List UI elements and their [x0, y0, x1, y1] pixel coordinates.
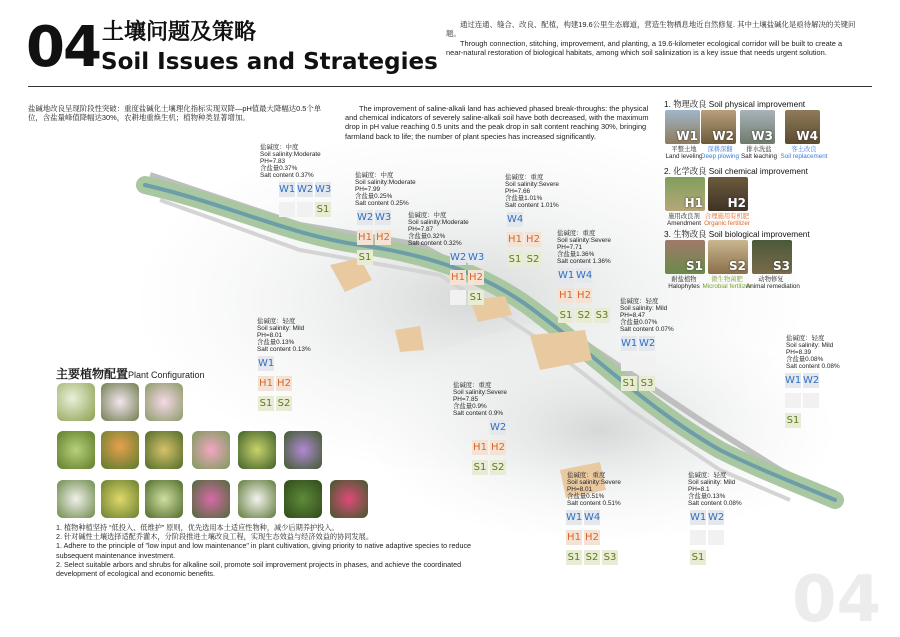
site-label-line: 盐碱度：重度: [505, 174, 544, 181]
method-badge-row: [558, 288, 592, 303]
method-badge-h1: H1: [451, 272, 465, 283]
method-badge-w1: W1: [258, 358, 275, 369]
method-caption: [779, 146, 829, 160]
method-badge-empty: [621, 356, 637, 371]
method-badge-w2: W2: [708, 512, 725, 523]
site-label-line: PH=8.1: [688, 486, 710, 494]
method-photo-s2: [708, 240, 748, 274]
site-label: [567, 472, 621, 507]
method-caption-en: Halophytes: [668, 283, 700, 291]
method-badge-h2: H2: [491, 442, 505, 453]
method-caption-en: Salt leaching: [740, 153, 778, 161]
method-caption-cn: 排水洗盐: [746, 146, 772, 153]
method-badge-h2: H2: [577, 290, 591, 301]
method-caption-en: Animal remediation: [746, 283, 800, 291]
method-caption-en: Amendment: [667, 220, 701, 228]
method-badge-row: [558, 308, 610, 323]
intro-cn: 通过连通、缝合、改良、配植，构建19.6公里生态廊道，营造生物栖息地近自然修复. 其中土壤盐碱化是亟待解决的关键问题。: [446, 20, 856, 39]
plant-photo: [238, 480, 276, 518]
method-badge-empty: [472, 420, 488, 435]
site-label: [688, 472, 742, 507]
method-badge-empty: [639, 356, 655, 371]
site-label-line: Soil salinity:Moderate: [355, 179, 416, 187]
method-caption-en: Organic fertilizer: [704, 220, 750, 228]
method-badge-row: [566, 530, 600, 545]
method-photo-h2: [708, 177, 748, 211]
method-badge-empty: [785, 393, 801, 408]
method-badge-row: [507, 232, 541, 247]
plant-photo: [238, 431, 276, 469]
method-caption-cn: 深耕深翻: [707, 146, 733, 153]
method-badge-empty: [803, 393, 819, 408]
plant-config-title-en: Plant Configuration: [128, 370, 205, 380]
site-label-line: Soil salinity: Mild: [257, 325, 305, 333]
plant-photo: [284, 431, 322, 469]
site-label-line: 含盐量0.25%: [355, 193, 393, 201]
method-caption-cn: 施用改良剂: [668, 213, 700, 220]
plant-photo: [145, 480, 183, 518]
plant-photo: [57, 383, 95, 421]
method-badge-row: [566, 510, 600, 525]
method-photo-s1: [665, 240, 705, 274]
method-badge-s1: S1: [622, 378, 636, 389]
method-caption-cn: 平整土地: [671, 146, 697, 153]
plant-photo: [284, 480, 322, 518]
site-label-line: 盐碱度：重度: [453, 382, 492, 389]
site-label: [453, 382, 507, 417]
chemical-heading-cn: 2. 化学改良: [664, 166, 707, 176]
chemical-heading-en: Soil chemical improvement: [708, 166, 808, 176]
method-badge-h2: H2: [376, 232, 390, 243]
method-caption: [702, 276, 752, 290]
site-label-line: 盐碱度：重度: [567, 472, 606, 479]
site-label-line: Salt content 1.01%: [505, 202, 559, 210]
site-label-line: Soil salinity: Mild: [786, 342, 834, 350]
method-photo-tag: W3: [751, 129, 773, 143]
note-cn-2: 2. 针对碱性土壤选择适配乔灌木，分阶段推进土壤改良工程，实现生态效益与经济效益的协同发展。: [56, 532, 374, 542]
site-label-line: PH=8.01: [257, 332, 283, 340]
site-label: [257, 318, 311, 353]
planting-notes: [56, 523, 476, 578]
method-badge-w2: W2: [357, 212, 374, 223]
method-badge-h1: H1: [559, 290, 573, 301]
method-badge-row: [621, 336, 655, 351]
site-label-line: Soil salinity:Severe: [505, 181, 559, 189]
intro-en: Through connection, stitching, improvement, and planting, a 19.6-kilometer ecological corridor will be built to create a near-natural restoration of biological habitats, among which soil salinization is a key issue that needs urgent solution.: [446, 38, 843, 57]
method-badge-row: [357, 230, 391, 245]
plant-photo: [57, 480, 95, 518]
method-badge-w4: W4: [507, 214, 524, 225]
method-badge-row: [279, 202, 331, 217]
plant-photo: [101, 431, 139, 469]
section-number: 04: [26, 15, 100, 80]
site-label-line: Soil salinity: Mild: [620, 305, 668, 313]
method-badge-row: [621, 376, 655, 391]
site-label-line: PH=7.99: [355, 186, 381, 194]
method-badge-h1: H1: [508, 234, 522, 245]
physical-heading-cn: 1. 物理改良: [664, 99, 707, 109]
plant-config-title-cn: 主要植物配置: [56, 367, 129, 381]
plant-photo: [57, 431, 95, 469]
method-badge-s1: S1: [559, 310, 573, 321]
method-badge-w1: W1: [690, 512, 707, 523]
method-photo-tag: S2: [729, 259, 746, 273]
method-badge-h2: H2: [526, 234, 540, 245]
method-badge-s3: S3: [640, 378, 654, 389]
site-label-line: 含盐量1.01%: [505, 195, 543, 203]
method-caption: [734, 146, 784, 160]
plant-photo: [145, 431, 183, 469]
method-badge-s2: S2: [526, 254, 540, 265]
site-label-line: Salt content 0.13%: [257, 346, 311, 354]
site-label-line: 盐碱度：中度: [260, 144, 299, 151]
method-photo-w3: [740, 110, 775, 144]
site-label-line: Soil salinity: Mild: [688, 479, 736, 487]
site-label-line: PH=7.66: [505, 188, 531, 196]
method-badge-row: [785, 393, 819, 408]
method-badge-row: [258, 396, 292, 411]
method-badge-h2: H2: [277, 378, 291, 389]
note-cn-1: 1. 植物种植坚持 “低投入、低维护” 原则，优先选用本土适应性物种，减少后期养护投入。: [56, 523, 339, 532]
method-badge-w1: W1: [785, 375, 802, 386]
method-badge-w1: W1: [558, 270, 575, 281]
method-caption-en: Deep plowing: [700, 153, 740, 161]
method-badge-row: [258, 356, 274, 371]
method-badge-s1: S1: [358, 252, 372, 263]
method-badge-row: [785, 373, 819, 388]
site-label-line: Salt content 1.36%: [557, 258, 611, 266]
site-label-line: PH=7.71: [557, 244, 583, 252]
summary-en: The improvement of saline-alkali land has achieved phased break-throughs: the physical and chemical indicators of severely saline-alkali soil have both decreased, with the maximum drop in pH value reaching 0.5 units and the peak drop in salt content reaching 30%, bringing farmland back to life; the number of plant species has increased significantly.: [345, 104, 649, 141]
site-label-line: 盐碱度：中度: [355, 172, 394, 179]
method-badge-row: [785, 413, 801, 428]
method-badge-empty: [297, 202, 313, 217]
site-label-line: PH=7.85: [453, 396, 479, 404]
site-label-line: Salt content 0.9%: [453, 410, 504, 418]
site-label-line: 含盐量0.13%: [688, 493, 726, 501]
method-badge-w2: W2: [450, 252, 467, 263]
method-caption-cn: 客土改良: [791, 146, 817, 153]
site-label-line: Salt content 0.32%: [408, 240, 462, 248]
summary-cn: 盐碱地改良呈现阶段性突破：重度盐碱化土壤理化指标实现双降—pH值最大降幅达0.5个单位，含盐量峰值降幅达30%，农耕地重焕生机；植物种类显著增加。: [28, 104, 322, 123]
method-caption-cn: 微生物菌肥: [711, 276, 743, 283]
method-badge-h1: H1: [259, 378, 273, 389]
method-photo-tag: S3: [773, 259, 790, 273]
watermark-number: 04: [792, 563, 882, 637]
site-label-line: 盐碱度：轻度: [786, 335, 825, 342]
site-label: [557, 230, 611, 265]
method-badge-row: [450, 290, 484, 305]
method-photo-w2: [701, 110, 736, 144]
method-badge-w2: W2: [490, 422, 507, 433]
plant-photo: [330, 480, 368, 518]
method-badge-w1: W1: [279, 184, 296, 195]
site-label-line: PH=8.39: [786, 349, 812, 357]
method-badge-s1: S1: [316, 204, 330, 215]
method-badge-row: [450, 270, 484, 285]
method-badge-row: [472, 460, 506, 475]
method-photo-s3: [752, 240, 792, 274]
method-badge-row: [357, 210, 391, 225]
plant-photo: [192, 431, 230, 469]
site-label-line: 含盐量0.32%: [408, 233, 446, 241]
physical-heading: [664, 98, 805, 110]
site-label-line: 盐碱度：轻度: [257, 318, 296, 325]
title-en: Soil Issues and Strategies: [101, 49, 438, 75]
plant-photo: [192, 480, 230, 518]
method-badge-s1: S1: [473, 462, 487, 473]
note-en-2: 2. Select suitable arbors and shrubs for alkaline soil, promote soil improvement projects in phases, and achieve the coordinated development of ecological and economic benefits.: [56, 559, 462, 579]
site-label: [355, 172, 416, 207]
method-badge-s2: S2: [277, 398, 291, 409]
site-label: [260, 144, 321, 179]
site-label-line: 盐碱度：中度: [408, 212, 447, 219]
site-label-line: PH=7.87: [408, 226, 434, 234]
method-badge-w2: W2: [297, 184, 314, 195]
method-photo-w1: [665, 110, 700, 144]
site-label-line: 含盐量0.07%: [620, 319, 658, 327]
method-badge-w3: W3: [375, 212, 392, 223]
site-label-line: 盐碱度：重度: [557, 230, 596, 237]
method-badge-w1: W1: [566, 512, 583, 523]
method-badge-w1: W1: [621, 338, 638, 349]
method-badge-row: [558, 268, 592, 283]
site-label: [505, 174, 559, 209]
method-photo-tag: H2: [727, 196, 746, 210]
method-badge-s2: S2: [585, 552, 599, 563]
site-label-line: Salt content 0.51%: [567, 500, 621, 508]
site-label-line: 盐碱度：轻度: [620, 298, 659, 305]
method-badge-s1: S1: [567, 552, 581, 563]
method-badge-row: [690, 530, 724, 545]
method-badge-s3: S3: [595, 310, 609, 321]
method-caption-cn: 耐盐植物: [671, 276, 697, 283]
method-caption-en: Land leveling: [665, 153, 703, 161]
method-badge-row: [507, 252, 541, 267]
site-label: [408, 212, 469, 247]
method-caption-en: Soil replacement: [780, 153, 828, 161]
method-badge-h2: H2: [585, 532, 599, 543]
method-badge-s1: S1: [691, 552, 705, 563]
note-en-1: 1. Adhere to the principle of "low input and low maintenance" in plant cultivation, giving priority to native adaptive species to reduce subsequent maintenance investment.: [56, 541, 472, 560]
method-badge-s1: S1: [786, 415, 800, 426]
physical-heading-en: Soil physical improvement: [708, 99, 806, 109]
method-photo-tag: S1: [686, 259, 703, 273]
chemical-heading: [664, 165, 808, 177]
method-badge-h1: H1: [358, 232, 372, 243]
method-badge-s2: S2: [577, 310, 591, 321]
site-label-line: PH=8.01: [567, 486, 593, 494]
site-label-line: Soil salinity:Severe: [453, 389, 507, 397]
method-photo-tag: W1: [676, 129, 698, 143]
plant-config-title: [56, 365, 205, 383]
site-label-line: Salt content 0.37%: [260, 172, 314, 180]
method-badge-s1: S1: [469, 292, 483, 303]
method-badge-row: [258, 376, 292, 391]
method-badge-h1: H1: [567, 532, 581, 543]
site-label: [786, 335, 840, 370]
method-photo-tag: H1: [684, 196, 703, 210]
site-label-line: Soil salinity:Severe: [557, 237, 611, 245]
method-badge-w3: W3: [468, 252, 485, 263]
method-photo-w4: [785, 110, 820, 144]
site-label-line: Soil salinity:Moderate: [260, 151, 321, 159]
method-badge-h2: H2: [469, 272, 483, 283]
method-photo-tag: W4: [796, 129, 818, 143]
plant-photo: [101, 383, 139, 421]
method-photo-tag: W2: [712, 129, 734, 143]
method-badge-w4: W4: [576, 270, 593, 281]
site-label-line: 盐碱度：轻度: [688, 472, 727, 479]
site-label-line: 含盐量0.13%: [257, 339, 295, 347]
title-cn: 土壤问题及策略: [102, 20, 257, 45]
method-badge-row: [472, 420, 506, 435]
site-label-line: 含盐量0.9%: [453, 403, 487, 411]
site-label-line: 含盐量1.36%: [557, 251, 595, 259]
site-label-line: Soil salinity:Moderate: [408, 219, 469, 227]
site-label: [620, 298, 674, 333]
site-label-line: PH=7.83: [260, 158, 286, 166]
method-caption: [746, 276, 800, 291]
site-label-line: 含盐量0.08%: [786, 356, 824, 364]
site-label-line: PH=8.47: [620, 312, 646, 320]
method-badge-h1: H1: [473, 442, 487, 453]
biological-heading-cn: 3. 生物改良: [664, 229, 707, 239]
plant-photo: [101, 480, 139, 518]
method-badge-row: [690, 510, 724, 525]
site-label-line: Salt content 0.07%: [620, 326, 674, 334]
site-label-line: Salt content 0.08%: [786, 363, 840, 371]
method-badge-s3: S3: [603, 552, 617, 563]
method-badge-w2: W2: [803, 375, 820, 386]
plant-photo: [145, 383, 183, 421]
site-label-line: Soil salinity:Severe: [567, 479, 621, 487]
land-parcel: [395, 326, 424, 352]
biological-heading-en: Soil biological improvement: [708, 229, 810, 239]
method-badge-row: [279, 182, 331, 197]
method-badge-w4: W4: [584, 512, 601, 523]
method-caption: [702, 213, 752, 227]
method-badge-row: [472, 440, 506, 455]
method-badge-s1: S1: [508, 254, 522, 265]
method-badge-row: [690, 550, 706, 565]
method-badge-row: [621, 356, 655, 371]
method-caption-cn: 动物修复: [758, 276, 784, 283]
biological-heading: [664, 228, 810, 240]
method-badge-empty: [690, 530, 706, 545]
method-badge-w2: W2: [639, 338, 656, 349]
method-badge-row: [566, 550, 618, 565]
method-badge-row: [357, 250, 373, 265]
method-caption-en: Microbial fertilizer: [702, 283, 752, 291]
method-badge-empty: [279, 202, 295, 217]
method-badge-row: [450, 250, 484, 265]
method-badge-w3: W3: [315, 184, 332, 195]
site-label-line: Salt content 0.08%: [688, 500, 742, 508]
site-label-line: 含盐量0.37%: [260, 165, 298, 173]
method-photo-h1: [665, 177, 705, 211]
site-label-line: Salt content 0.25%: [355, 200, 409, 208]
method-badge-empty: [450, 290, 466, 305]
method-badge-s1: S1: [259, 398, 273, 409]
method-badge-s2: S2: [491, 462, 505, 473]
method-caption-cn: 合理施用有机肥: [704, 213, 750, 220]
method-badge-empty: [708, 530, 724, 545]
site-label-line: 含盐量0.51%: [567, 493, 605, 501]
method-badge-row: [507, 212, 523, 227]
